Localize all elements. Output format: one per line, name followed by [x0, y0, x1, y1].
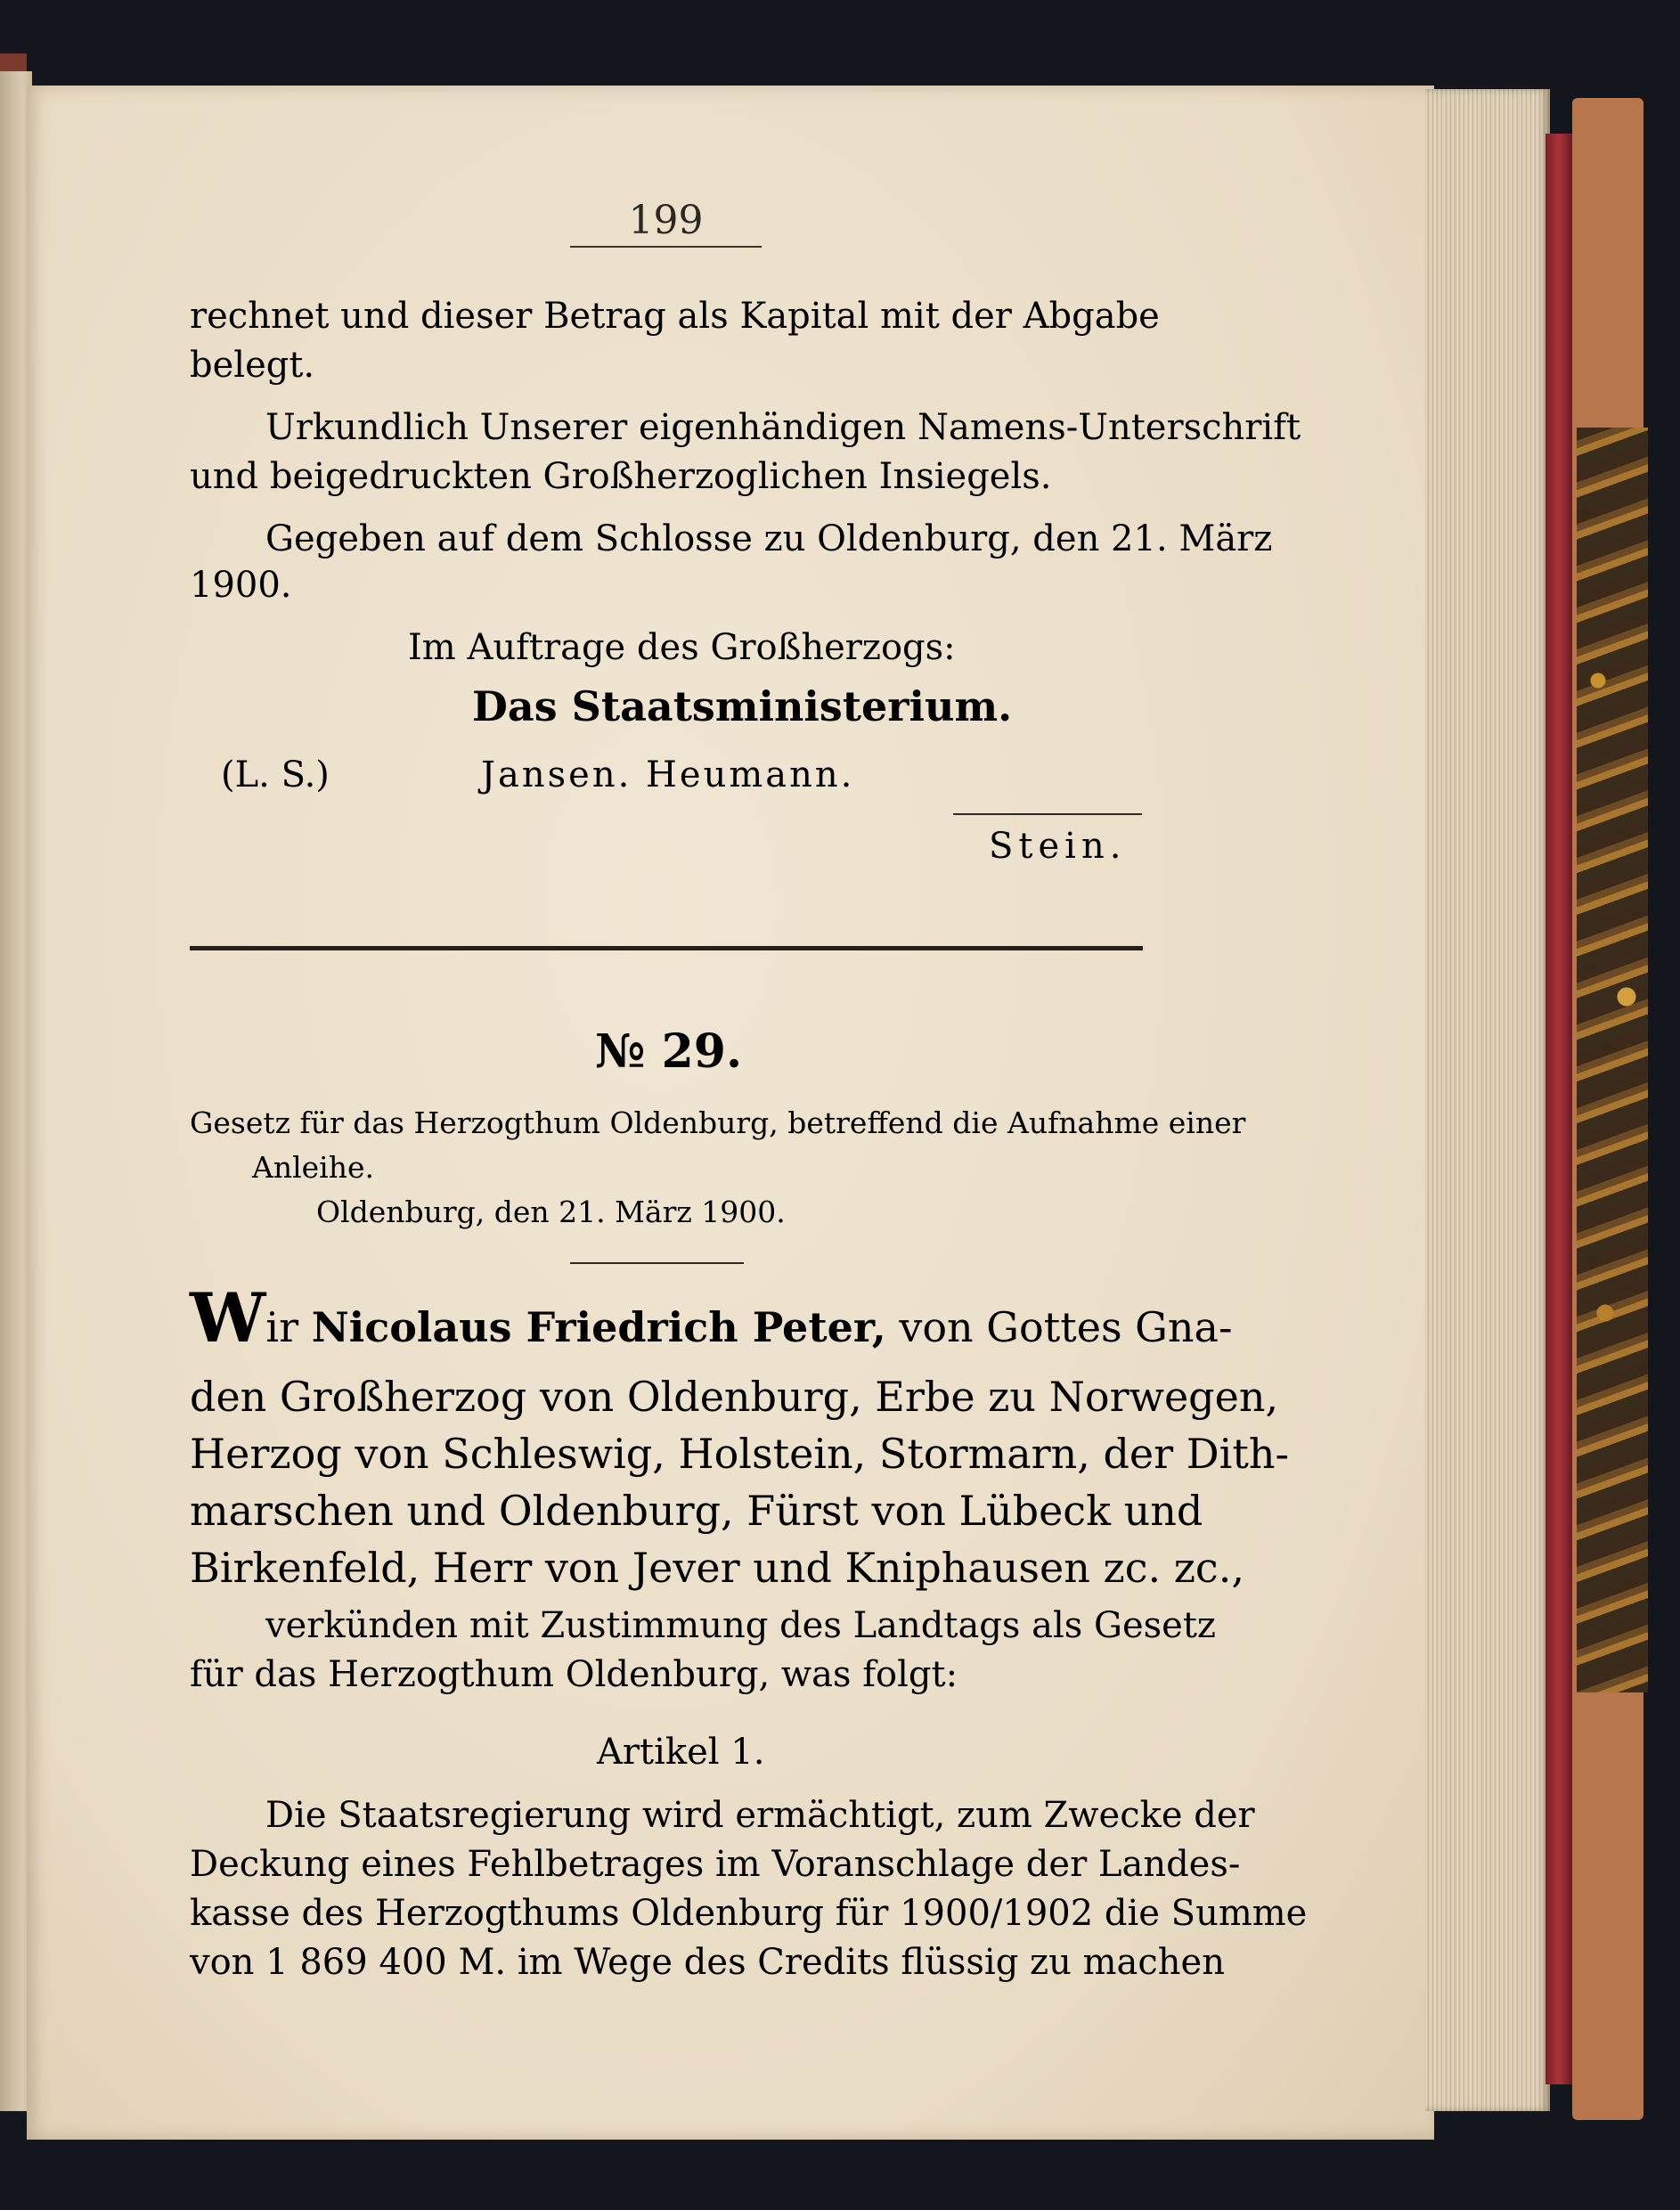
- article-heading: Artikel 1.: [597, 1732, 765, 1773]
- signature-rule: [953, 813, 1142, 815]
- preamble-line-4: marschen und Oldenburg, Fürst von Lübeck und: [190, 1487, 1203, 1535]
- title-rule: [570, 1262, 744, 1264]
- page-block-edges: [1425, 89, 1550, 2111]
- continuation-line-2: belegt.: [190, 345, 315, 386]
- article-line-1: Die Staatsregierung wird ermächtigt, zum Zwecke der: [265, 1795, 1255, 1836]
- signatories: Jansen. Heumann.: [481, 754, 855, 795]
- page-number: 199: [628, 198, 704, 243]
- given-line-1: Gegeben auf dem Schlosse zu Oldenburg, den 21. März: [265, 518, 1273, 559]
- law-title-line-1: Gesetz für das Herzogthum Oldenburg, betreffend die Aufnahme einer: [190, 1105, 1246, 1140]
- given-line-2: 1900.: [190, 565, 292, 606]
- countersignature: Stein.: [989, 826, 1127, 867]
- article-line-2: Deckung eines Fehlbetrages im Voranschlage der Landes-: [190, 1844, 1241, 1885]
- preamble-line-1: [190, 1278, 1233, 1358]
- section-divider: [190, 946, 1143, 950]
- page-number-rule: [570, 246, 762, 248]
- article-line-3: kasse des Herzogthums Oldenburg für 1900/1902 die Summe: [190, 1893, 1308, 1934]
- decorated-initial: W: [190, 1278, 266, 1358]
- attestation-line-2: und beigedruckten Großherzoglichen Insiegels.: [190, 456, 1052, 497]
- sovereign-name: Nicolaus Friedrich Peter,: [311, 1303, 886, 1351]
- red-page-edge: [1545, 134, 1572, 2084]
- marbled-board: [1577, 428, 1648, 1692]
- continuation-line-1: rechnet und dieser Betrag als Kapital mit der Abgabe: [190, 296, 1160, 337]
- article-line-4: von 1 869 400 M. im Wege des Credits flüssig zu machen: [190, 1942, 1225, 1983]
- by-order-line: Im Auftrage des Großherzogs:: [408, 627, 956, 668]
- law-date: Oldenburg, den 21. März 1900.: [316, 1195, 786, 1229]
- preamble-line-5: Birkenfeld, Herr von Jever und Kniphausen zc. zc.,: [190, 1544, 1244, 1592]
- preamble-line-1-tail: von Gottes Gna-: [899, 1303, 1233, 1351]
- preamble-line-2: den Großherzog von Oldenburg, Erbe zu Norwegen,: [190, 1373, 1279, 1421]
- enactment-line-1: verkünden mit Zustimmung des Landtags als Gesetz: [265, 1605, 1216, 1646]
- law-number: № 29.: [595, 1024, 743, 1079]
- preamble-initial-rest: ir: [265, 1303, 299, 1351]
- enactment-line-2: für das Herzogthum Oldenburg, was folgt:: [190, 1654, 958, 1695]
- ministry-heading: Das Staatsministerium.: [472, 682, 1013, 730]
- seal-mark: (L. S.): [221, 754, 330, 795]
- law-title-line-2: Anleihe.: [252, 1150, 374, 1185]
- attestation-line-1: Urkundlich Unserer eigenhändigen Namens-Unterschrift: [265, 407, 1301, 448]
- preamble-line-3: Herzog von Schleswig, Holstein, Stormarn, der Dith-: [190, 1430, 1290, 1478]
